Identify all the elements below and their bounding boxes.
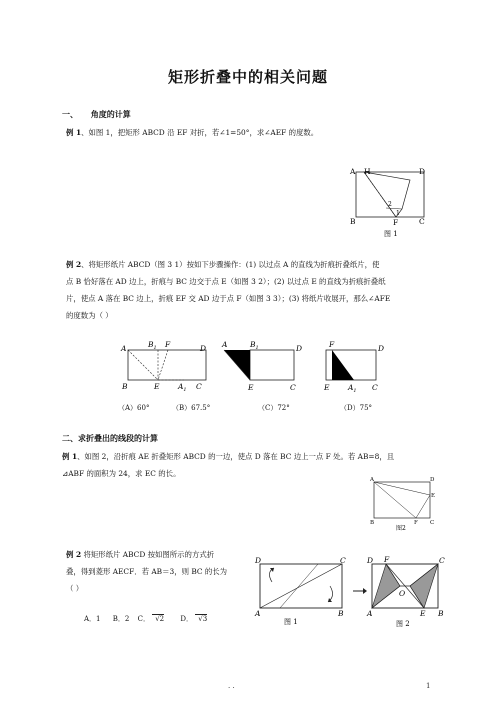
option-d: （D）75° <box>340 404 373 412</box>
ex4-fig2-label-C: C <box>439 556 445 565</box>
fig33-label-E: E <box>324 383 330 392</box>
example-2-label: 例 2 <box>66 260 82 269</box>
figure-1-folded-part <box>364 172 410 217</box>
ex4-fig2-label-O: O <box>399 589 406 598</box>
section-1-heading <box>62 109 131 120</box>
ex4-fig1-label-D: D <box>255 556 262 565</box>
option-a: （A）60° <box>118 404 150 412</box>
example-4-line-2: 叠，得到菱形 AECF．若 AB＝3，则 BC 的长为 <box>66 567 228 576</box>
ex4-fig1-label-B: B <box>338 609 344 618</box>
ex4-fig2-caption: 图 2 <box>396 620 410 628</box>
fig33-label-F: F <box>329 340 335 349</box>
example-4-label: 例 2 <box>66 550 82 559</box>
figure-2-line-AF <box>374 482 416 518</box>
example-2-line-4: 的度数为（ ） <box>66 311 113 320</box>
example-4-line-3: （ ） <box>66 584 84 593</box>
fig33-label-C: C <box>372 383 378 392</box>
ex4-fig1-label-C: C <box>340 556 346 565</box>
figure-3-1-fold-3 <box>158 350 168 380</box>
section-2-number: 二、 <box>62 434 78 443</box>
fig31-label-C: C <box>196 382 202 391</box>
page-number: 1 <box>426 682 431 690</box>
option-c: （C）72° <box>258 404 290 412</box>
choice-d: D． <box>180 615 193 623</box>
fig31-label-F: F <box>165 340 171 349</box>
fig32-label-D: D <box>296 344 303 353</box>
figure-1-angle-line <box>386 208 402 209</box>
fig1-label-H: H <box>364 167 371 176</box>
figure-2-rect <box>374 482 430 518</box>
footer-dots: . . <box>228 682 235 690</box>
example-4-choices <box>84 614 207 624</box>
figure-3-3-folded-triangle <box>332 350 354 380</box>
figure-2 <box>368 474 438 532</box>
example-3-line-1: 、如图 2，沿折痕 AE 折叠矩形 ABCD 的一边，使点 D 落在 BC 边上一点 F 处。若 AB=8，且 <box>77 452 395 461</box>
ex4-figure-2 <box>366 556 446 630</box>
ex4-fig2-label-B: B <box>438 609 444 618</box>
example-3-line-2: ⊿ABF 的面积为 24，求 EC 的长。 <box>62 469 181 478</box>
fig2-label-F: F <box>414 520 418 526</box>
section-1-number: 一、 <box>62 110 78 119</box>
ex4-fig1-label-A: A <box>255 609 261 618</box>
fig2-label-C: C <box>430 520 435 526</box>
ex4-fig2-label-E: E <box>420 609 426 618</box>
option-b: （B）67.5° <box>172 404 211 412</box>
choice-b: B．2 <box>112 615 130 623</box>
figure-1-rect <box>356 172 424 217</box>
figure-3-2 <box>218 336 308 394</box>
example-3-label: 例 1 <box>62 452 78 461</box>
section-1-title: 角度的计算 <box>90 110 131 119</box>
fig1-angle-1: 1 <box>396 210 400 217</box>
fig31-label-E: E <box>154 382 160 391</box>
example-2-text <box>66 256 461 324</box>
ex4-fig1-arrowhead-left <box>270 568 274 572</box>
fig2-label-B: B <box>370 520 375 526</box>
example-2-line-2: 点 B 恰好落在 AD 边上，折痕与 BC 边交于点 E（如图 3 2）；(2) 以过点 E 的直线为折痕折叠纸 <box>66 277 386 286</box>
ex4-fig2-label-A: A <box>367 609 373 618</box>
ex4-fig2-label-D: D <box>367 556 374 565</box>
ex4-fig2-shaded-right <box>410 564 438 608</box>
page-title: 矩形折叠中的相关问题 <box>167 68 328 86</box>
section-2-title: 求折叠出的线段的计算 <box>78 434 158 443</box>
fig32-label-A: A <box>222 340 228 349</box>
fig31-label-B: B <box>122 382 128 391</box>
figure-3-1-fold-1 <box>128 350 158 380</box>
fig31-label-A1: $A_1$ <box>178 382 187 393</box>
figure-3-3 <box>318 336 398 394</box>
fig1-label-B: B <box>350 217 356 226</box>
figure-2-line-FE <box>416 495 430 518</box>
figure-3-1 <box>118 336 216 394</box>
fig33-label-A1: $A_1$ <box>348 383 357 394</box>
fig32-label-B1: $B_1$ <box>250 340 259 351</box>
figure-2-crease-AE <box>374 482 430 495</box>
fig2-caption: 图2 <box>396 525 406 532</box>
example-2-line-3: 片，使点 A 落在 BC 边上，折痕 EF 交 AD 边于点 F（如图 3 3）；(3) 将纸片收展开，那么∠AFE <box>66 294 391 303</box>
ex4-fig2-label-F: F <box>384 556 390 564</box>
fig2-label-E: E <box>431 493 436 499</box>
example-1-body: 、如图 1，把矩形 ABCD 沿 EF 对折，若∠1=50°，求∠AEF 的度数。 <box>81 128 319 137</box>
example-2-line-1: 、将矩形纸片 ABCD（图 3 1）按如下步骤操作：(1) 以过点 A 的直线为折痕折叠纸片，使 <box>81 260 380 269</box>
fig1-label-F: F <box>393 218 399 227</box>
example-1-text <box>66 124 461 141</box>
choice-c-sqrt: √2 <box>152 614 164 623</box>
choice-c: C． <box>137 615 150 623</box>
ex4-fig2-shaded-left <box>372 564 400 608</box>
figure-1 <box>348 164 432 240</box>
choice-d-sqrt: √3 <box>195 614 207 623</box>
fig32-label-E: E <box>248 383 254 392</box>
example-1-label: 例 1 <box>66 128 82 137</box>
figure-3-2-rect <box>250 350 294 380</box>
fig31-label-B1: $B_1$ <box>148 340 157 351</box>
fig33-label-D: D <box>378 344 385 353</box>
fig32-label-C: C <box>290 383 296 392</box>
ex4-fig1-line <box>280 564 318 608</box>
fig1-angle-2: 2 <box>388 201 392 208</box>
fig31-label-A: A <box>121 344 127 353</box>
fig1-caption: 图 1 <box>384 230 398 238</box>
section-2-heading <box>62 433 158 444</box>
example-4-line-1: 将矩形纸片 ABCD 按如图所示的方式折 <box>83 550 215 559</box>
fig1-label-A: A <box>350 167 356 176</box>
fig31-label-D: D <box>200 344 207 353</box>
ex4-figure-1 <box>252 556 348 626</box>
example-4-text <box>66 546 252 597</box>
ex4-fig1-caption: 图 1 <box>284 618 298 626</box>
choice-a: A．1 <box>84 615 101 623</box>
fig1-label-D: D <box>419 167 426 176</box>
fig2-label-D: D <box>430 477 435 483</box>
figure-3-1-rect <box>128 350 206 380</box>
fig1-label-C: C <box>419 217 425 226</box>
fig2-label-A: A <box>370 477 374 483</box>
